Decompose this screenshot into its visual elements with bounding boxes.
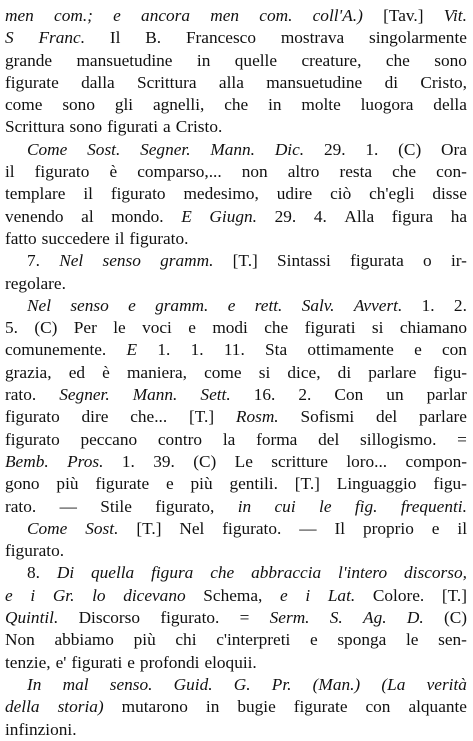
- word: Discorso: [78, 608, 141, 628]
- italic-word: Pros.: [67, 451, 104, 471]
- word: Cristo,: [420, 72, 467, 92]
- word: (C): [34, 318, 58, 338]
- italic-word: mal: [62, 674, 89, 694]
- word: Ora: [441, 139, 467, 159]
- word: molte: [301, 95, 341, 115]
- word: creature,: [301, 50, 362, 70]
- word: figurato.: [5, 541, 65, 561]
- word: (C): [398, 139, 422, 159]
- word: ir-: [450, 251, 467, 271]
- word: [T.]: [294, 474, 320, 494]
- word: figurato.: [129, 228, 189, 248]
- word: Nel: [179, 518, 205, 538]
- italic-word: frequenti.: [400, 496, 467, 516]
- word: dire: [81, 407, 109, 427]
- text-line: [5, 228, 467, 250]
- word: Le: [234, 451, 253, 471]
- word: voci: [142, 318, 172, 338]
- italic-word: e: [5, 585, 13, 605]
- word: con: [365, 697, 391, 717]
- word: che: [385, 50, 410, 70]
- word: gentili.: [229, 474, 278, 494]
- word: figurate: [95, 474, 150, 494]
- word: o: [423, 251, 432, 271]
- word: sono: [434, 50, 467, 70]
- italic-word: Ag.: [363, 608, 387, 628]
- word: Alla: [344, 206, 375, 226]
- italic-word: storia): [57, 697, 104, 717]
- word: un: [386, 385, 404, 405]
- word: e: [127, 652, 135, 672]
- word: Stile: [100, 496, 132, 516]
- word: —: [299, 518, 317, 538]
- word: e: [414, 340, 422, 360]
- italic-word: Vit.: [443, 6, 467, 25]
- word: [T.]: [441, 585, 467, 605]
- text-line: [5, 273, 467, 295]
- word: eloquii.: [204, 652, 257, 672]
- text-line: [5, 518, 467, 540]
- word: figurate: [5, 72, 59, 92]
- word: medesimo,: [183, 184, 259, 204]
- text-line: [5, 496, 467, 518]
- italic-word: Giugn.: [209, 206, 257, 226]
- word: di: [337, 362, 352, 382]
- word: figurato.: [222, 518, 282, 538]
- word: (C): [193, 451, 217, 471]
- word: mansuetudine: [266, 72, 363, 92]
- word: ch'egli: [369, 184, 415, 204]
- word: loro...: [346, 451, 388, 471]
- text-line: [5, 473, 467, 495]
- italic-word: Nel: [59, 251, 84, 271]
- italic-word: Sost.: [85, 518, 119, 538]
- word: di: [384, 72, 399, 92]
- italic-word: Bemb.: [5, 451, 49, 471]
- word: Francesco: [185, 28, 256, 48]
- italic-word: discorso,: [404, 563, 467, 583]
- word: maniera,: [126, 362, 187, 382]
- italic-word: coll'A.): [312, 6, 363, 25]
- italic-word: Salv.: [301, 295, 335, 315]
- word: (C): [443, 608, 467, 628]
- word: a: [163, 117, 171, 137]
- word: che: [264, 318, 289, 338]
- text-line: [5, 94, 467, 116]
- italic-word: e: [279, 585, 288, 605]
- word: 1.: [157, 340, 171, 360]
- word: figurati: [304, 318, 356, 338]
- word: il: [457, 518, 467, 538]
- word: infinzioni.: [5, 719, 77, 739]
- word: Con: [334, 385, 364, 405]
- italic-word: Come: [27, 139, 68, 159]
- word: che...: [130, 407, 168, 427]
- italic-word: Segner.: [140, 139, 191, 159]
- word: 29.: [274, 206, 297, 226]
- italic-word: lo: [92, 585, 106, 605]
- italic-word: Franc.: [38, 28, 86, 48]
- word: figurati: [71, 652, 123, 672]
- text-line: [5, 317, 467, 339]
- italic-word: Guid.: [173, 674, 213, 694]
- italic-word: l'intero: [338, 563, 388, 583]
- word: le: [113, 318, 126, 338]
- word: è: [109, 162, 118, 182]
- word: in: [205, 697, 220, 717]
- word: [Tav.]: [383, 6, 424, 25]
- italic-word: ancora: [141, 6, 191, 25]
- italic-word: G.: [233, 674, 251, 694]
- italic-word: Lat.: [327, 585, 356, 605]
- word: altro: [287, 162, 320, 182]
- word: regolare.: [5, 273, 66, 293]
- word: con: [442, 340, 467, 360]
- word: comunemente.: [5, 340, 107, 360]
- word: 1.: [121, 451, 135, 471]
- word: come: [5, 95, 43, 115]
- word: Schema,: [203, 585, 263, 605]
- italic-word: abbraccia: [251, 563, 322, 583]
- word: mutarono: [121, 697, 188, 717]
- word: bugie: [237, 697, 276, 717]
- text-line: [5, 339, 467, 361]
- italic-word: D.: [406, 608, 424, 628]
- italic-word: Rosm.: [235, 407, 279, 427]
- italic-word: Di: [56, 563, 75, 583]
- word: Sintassi: [277, 251, 331, 271]
- text-line: [5, 652, 467, 674]
- word: ciò: [330, 184, 352, 204]
- text-line: [5, 562, 467, 584]
- word: gono: [5, 474, 40, 494]
- text-line: [5, 696, 467, 718]
- italic-word: Gr.: [52, 585, 75, 605]
- word: della: [433, 95, 467, 115]
- word: la: [222, 429, 236, 449]
- italic-word: Serm.: [269, 608, 310, 628]
- word: 7.: [27, 251, 40, 271]
- italic-word: dicevano: [123, 585, 186, 605]
- word: Per: [73, 318, 97, 338]
- word: figurato: [5, 407, 60, 427]
- word: ed: [68, 362, 85, 382]
- word: il: [5, 162, 15, 182]
- italic-word: E: [181, 206, 192, 226]
- italic-word: (La: [381, 674, 406, 694]
- word: venendo: [5, 206, 64, 226]
- word: peccano: [80, 429, 138, 449]
- italic-word: i: [30, 585, 36, 605]
- word: alquante: [408, 697, 467, 717]
- italic-word: senso.: [109, 674, 153, 694]
- word: parlare: [368, 362, 417, 382]
- word: agnelli,: [152, 95, 205, 115]
- italic-word: Pr.: [271, 674, 292, 694]
- word: gli: [114, 95, 134, 115]
- word: ottimamente: [307, 340, 394, 360]
- word: Il: [334, 518, 346, 538]
- word: più: [190, 474, 213, 494]
- italic-word: della: [5, 697, 40, 717]
- word: chiamano: [399, 318, 467, 338]
- word: luogora: [360, 95, 414, 115]
- word: dice,: [287, 362, 321, 382]
- word: e: [309, 630, 318, 650]
- word: 29.: [323, 139, 346, 159]
- word: 8.: [27, 563, 40, 583]
- text-line: [5, 206, 467, 228]
- italic-word: e: [227, 295, 236, 315]
- word: figurato: [110, 184, 166, 204]
- word: al: [81, 206, 94, 226]
- italic-word: quella: [91, 563, 135, 583]
- word: Il: [109, 28, 121, 48]
- italic-word: S: [5, 28, 14, 48]
- word: figurato,: [155, 496, 215, 516]
- word: parlare: [418, 407, 467, 427]
- text-line: [5, 183, 467, 205]
- word: [T.]: [232, 251, 258, 271]
- word: resta: [339, 162, 373, 182]
- word: fatto: [5, 228, 37, 248]
- word: Sofismi: [300, 407, 355, 427]
- italic-word: Sost.: [87, 139, 121, 159]
- word: sponga: [337, 630, 387, 650]
- word: dalla: [81, 72, 115, 92]
- word: B.: [145, 28, 162, 48]
- word: e: [188, 318, 196, 338]
- word: 2.: [453, 295, 467, 315]
- word: 16.: [253, 385, 276, 405]
- italic-word: le: [319, 496, 332, 516]
- text-line: [5, 116, 467, 138]
- italic-word: Dic.: [274, 139, 305, 159]
- word: del: [318, 429, 340, 449]
- italic-word: Come: [27, 518, 68, 538]
- word: tenzie,: [5, 652, 51, 672]
- italic-word: Sett.: [200, 385, 231, 405]
- word: le: [405, 630, 419, 650]
- word: Cristo.: [175, 117, 223, 137]
- word: figu-: [433, 362, 467, 382]
- text-line: [5, 674, 467, 696]
- word: c'interpreti: [216, 630, 291, 650]
- word: [T.]: [136, 518, 162, 538]
- italic-word: Avvert.: [353, 295, 403, 315]
- italic-word: i: [305, 585, 311, 605]
- word: disse: [432, 184, 467, 204]
- italic-word: S.: [329, 608, 343, 628]
- italic-word: com.: [259, 6, 293, 25]
- word: 1.: [365, 139, 379, 159]
- word: Scrittura: [137, 72, 197, 92]
- word: come: [204, 362, 242, 382]
- word: e: [165, 474, 174, 494]
- italic-word: in: [237, 496, 252, 516]
- text-line: [5, 362, 467, 384]
- word: in: [268, 95, 282, 115]
- text-line: [5, 540, 467, 562]
- word: 1.: [421, 295, 435, 315]
- word: figurate: [293, 697, 348, 717]
- text-line: [5, 607, 467, 629]
- text-line: [5, 295, 467, 317]
- word: sono: [62, 95, 95, 115]
- word: =: [457, 429, 467, 449]
- italic-word: cui: [274, 496, 296, 516]
- word: profondi: [139, 652, 200, 672]
- word: grande: [5, 50, 53, 70]
- word: rato.: [5, 385, 37, 405]
- italic-word: men: [210, 6, 240, 25]
- word: rato.: [5, 496, 37, 516]
- text-line: [5, 27, 467, 49]
- text-line: [5, 719, 467, 741]
- word: mansuetudine: [76, 50, 173, 70]
- text-line: [5, 250, 467, 272]
- italic-word: gramm.: [160, 251, 214, 271]
- word: singolarmente: [369, 28, 467, 48]
- word: Sta: [265, 340, 288, 360]
- word: con-: [436, 162, 467, 182]
- word: in: [196, 50, 211, 70]
- text-line: [5, 629, 467, 651]
- text-line: [5, 5, 467, 27]
- word: modi: [212, 318, 248, 338]
- word: del: [376, 407, 398, 427]
- word: mondo.: [111, 206, 164, 226]
- italic-word: figura: [151, 563, 194, 583]
- word: e: [431, 518, 440, 538]
- text-line: [5, 72, 467, 94]
- word: 4.: [313, 206, 327, 226]
- word: il: [83, 184, 93, 204]
- word: 11.: [223, 340, 245, 360]
- word: figurati: [107, 117, 159, 137]
- word: il: [114, 228, 125, 248]
- word: si: [371, 318, 384, 338]
- italic-word: gramm.: [155, 295, 209, 315]
- word: abbiamo: [54, 630, 114, 650]
- italic-word: che: [210, 563, 235, 583]
- text-line: [5, 161, 467, 183]
- italic-word: rett.: [254, 295, 283, 315]
- word: non: [241, 162, 268, 182]
- italic-word: Nel: [27, 295, 51, 315]
- word: 1.: [190, 340, 204, 360]
- word: alla: [218, 72, 244, 92]
- word: —: [59, 496, 77, 516]
- word: figura: [391, 206, 434, 226]
- italic-word: (Man.): [312, 674, 361, 694]
- word: che: [224, 95, 249, 115]
- word: comparso,...: [137, 162, 222, 182]
- text-line: [5, 139, 467, 161]
- word: compon-: [405, 451, 467, 471]
- italic-word: Mann.: [210, 139, 255, 159]
- italic-word: Segner.: [59, 385, 110, 405]
- word: quelle: [234, 50, 278, 70]
- dictionary-entry-text: [5, 5, 467, 741]
- word: succedere: [41, 228, 110, 248]
- word: e': [55, 652, 67, 672]
- word: sillogismo.: [360, 429, 437, 449]
- italic-word: senso: [70, 295, 109, 315]
- word: templare: [5, 184, 66, 204]
- word: forma: [256, 429, 298, 449]
- word: parlar: [426, 385, 467, 405]
- italic-word: senso: [102, 251, 141, 271]
- word: Scrittura: [5, 117, 65, 137]
- word: contro: [157, 429, 203, 449]
- word: scritture: [271, 451, 328, 471]
- word: figurato: [34, 162, 90, 182]
- word: Linguaggio: [336, 474, 417, 494]
- text-line: [5, 429, 467, 451]
- text-line: [5, 585, 467, 607]
- word: Colore.: [372, 585, 425, 605]
- word: udire: [276, 184, 313, 204]
- italic-word: e: [113, 6, 121, 25]
- italic-word: E: [126, 340, 138, 360]
- italic-word: com.;: [54, 6, 93, 25]
- word: figurata: [350, 251, 404, 271]
- word: chi: [175, 630, 197, 650]
- italic-word: verità: [426, 674, 467, 694]
- word: più: [133, 630, 156, 650]
- word: si: [258, 362, 271, 382]
- italic-word: e: [128, 295, 136, 315]
- word: grazia,: [5, 362, 52, 382]
- word: mostrava: [280, 28, 345, 48]
- italic-word: Quintil.: [5, 608, 59, 628]
- word: 5.: [5, 318, 18, 338]
- word: proprio: [362, 518, 414, 538]
- word: figurato.: [160, 608, 220, 628]
- word: [T.]: [188, 407, 215, 427]
- word: Non: [5, 630, 35, 650]
- italic-word: men: [5, 6, 34, 25]
- word: 39.: [153, 451, 175, 471]
- word: figurato: [5, 429, 60, 449]
- word: 2.: [298, 385, 312, 405]
- word: sono: [69, 117, 103, 137]
- word: figu-: [433, 474, 467, 494]
- word: =: [239, 608, 250, 628]
- italic-word: fig.: [354, 496, 378, 516]
- word: ha: [450, 206, 467, 226]
- word: sen-: [438, 630, 467, 650]
- text-line: [5, 451, 467, 473]
- text-line: [5, 384, 467, 406]
- italic-word: Mann.: [132, 385, 178, 405]
- word: è: [102, 362, 110, 382]
- text-line: [5, 406, 467, 428]
- text-line: [5, 50, 467, 72]
- italic-word: In: [27, 674, 42, 694]
- word: più: [56, 474, 79, 494]
- word: che: [392, 162, 417, 182]
